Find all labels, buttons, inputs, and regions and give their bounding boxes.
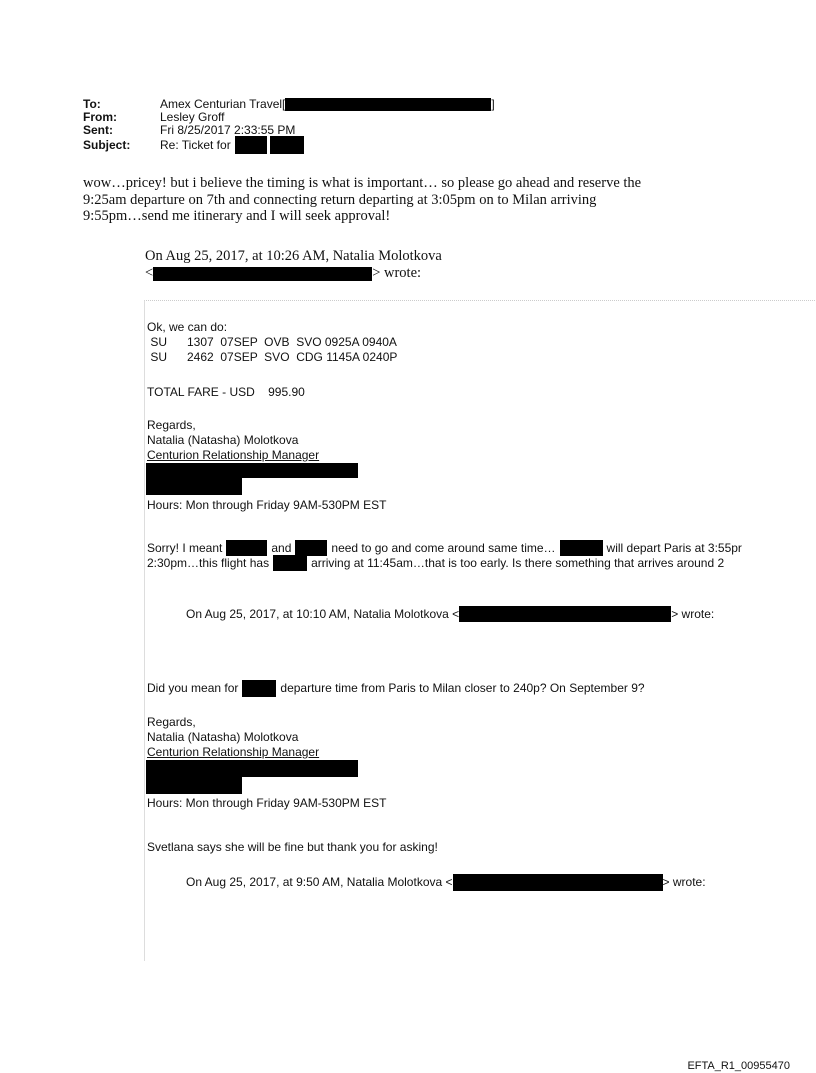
- msg4-text: Svetlana says she will be fine but thank you for asking!: [147, 840, 438, 854]
- quote-text: On Aug 25, 2017, at 9:50 AM, Natalia Molotkova <: [186, 875, 453, 890]
- msg2-text: 2:30pm…this flight has: [147, 555, 270, 570]
- from-value: Lesley Groff: [160, 110, 225, 124]
- redaction: [270, 136, 304, 154]
- signature-title: Centurion Relationship Manager: [147, 448, 320, 462]
- reply-line: 9:25am departure on 7th and connecting return departing at 3:05pm on to Milan arriving: [83, 191, 597, 208]
- lt-char: <: [145, 265, 154, 281]
- wrote-text: > wrote:: [372, 265, 422, 281]
- quote-header: [145, 248, 442, 282]
- office-hours: Hours: Mon through Friday 9AM-530PM EST: [147, 796, 387, 810]
- sent-label: Sent:: [83, 122, 113, 137]
- sent-value: Fri 8/25/2017 2:33:55 PM: [160, 122, 296, 137]
- quote-header-line2: [145, 265, 442, 282]
- sent-row: [83, 124, 495, 137]
- redaction: [560, 540, 603, 556]
- reply-body: [83, 175, 763, 225]
- subject-value: Re: Ticket for: [160, 137, 231, 152]
- reply-line: 9:55pm…send me itinerary and I will seek approval!: [83, 208, 391, 224]
- msg1-intro: Ok, we can do:: [147, 320, 228, 334]
- redaction: [146, 463, 358, 478]
- to-close: ]: [491, 97, 495, 111]
- redaction: [273, 555, 307, 571]
- msg2-text: and: [271, 540, 292, 555]
- msg3-text: Did you mean for: [147, 681, 239, 696]
- redaction: [295, 540, 327, 556]
- redaction: [153, 267, 372, 281]
- msg2-line1: [147, 540, 742, 556]
- redaction: [146, 777, 242, 794]
- msg3-line: [147, 680, 645, 697]
- wrote-text: > wrote:: [662, 875, 706, 890]
- msg2-line2: [147, 555, 724, 571]
- from-label: From:: [83, 110, 117, 124]
- to-label: To:: [83, 97, 101, 111]
- quote-header-line: On Aug 25, 2017, at 10:26 AM, Natalia Molotkova: [145, 248, 442, 264]
- from-row: [83, 111, 495, 124]
- regards: Regards,: [147, 715, 196, 729]
- document-id: EFTA_R1_00955470: [687, 1060, 790, 1072]
- msg3-text: departure time from Paris to Milan closer to 240p? On September 9?: [280, 681, 645, 696]
- to-row: [83, 98, 495, 111]
- subject-label: Subject:: [83, 137, 131, 152]
- email-header: [83, 98, 495, 154]
- wrote-text: > wrote:: [671, 606, 715, 621]
- msg2-text: Sorry! I meant: [147, 540, 223, 555]
- msg2-text: arriving at 11:45am…that is too early. Is there something that arrives around 2: [311, 555, 725, 570]
- msg2-text: will depart Paris at 3:55pr: [606, 540, 742, 555]
- signature-name: Natalia (Natasha) Molotkova: [147, 730, 299, 744]
- redaction: [453, 874, 663, 891]
- office-hours: Hours: Mon through Friday 9AM-530PM EST: [147, 498, 387, 512]
- reply-line: wow…pricey! but i believe the timing is what is important… so please go ahead and reserve the: [83, 175, 642, 191]
- redaction: [235, 136, 267, 154]
- redaction: [242, 680, 276, 697]
- signature-name: Natalia (Natasha) Molotkova: [147, 433, 299, 447]
- msg2-text: need to go and come around same time…: [331, 540, 556, 555]
- signature-title: Centurion Relationship Manager: [147, 745, 320, 759]
- total-fare: TOTAL FARE - USD 995.90: [147, 385, 305, 399]
- flight-row: SU 1307 07SEP OVB SVO 0925A 0940A: [147, 335, 397, 349]
- quote-text: On Aug 25, 2017, at 10:10 AM, Natalia Molotkova <: [186, 606, 460, 621]
- subject-row: [83, 136, 495, 154]
- nested-quote-header: [186, 606, 714, 622]
- redaction: [285, 98, 491, 111]
- nested-quote-header: [186, 874, 706, 891]
- redaction: [146, 478, 242, 495]
- flight-row: SU 2462 07SEP SVO CDG 1145A 0240P: [147, 350, 398, 364]
- redaction: [146, 760, 358, 777]
- redaction: [459, 606, 671, 622]
- to-value: Amex Centurian Travel[: [160, 97, 286, 111]
- regards: Regards,: [147, 418, 196, 432]
- redaction: [226, 540, 267, 556]
